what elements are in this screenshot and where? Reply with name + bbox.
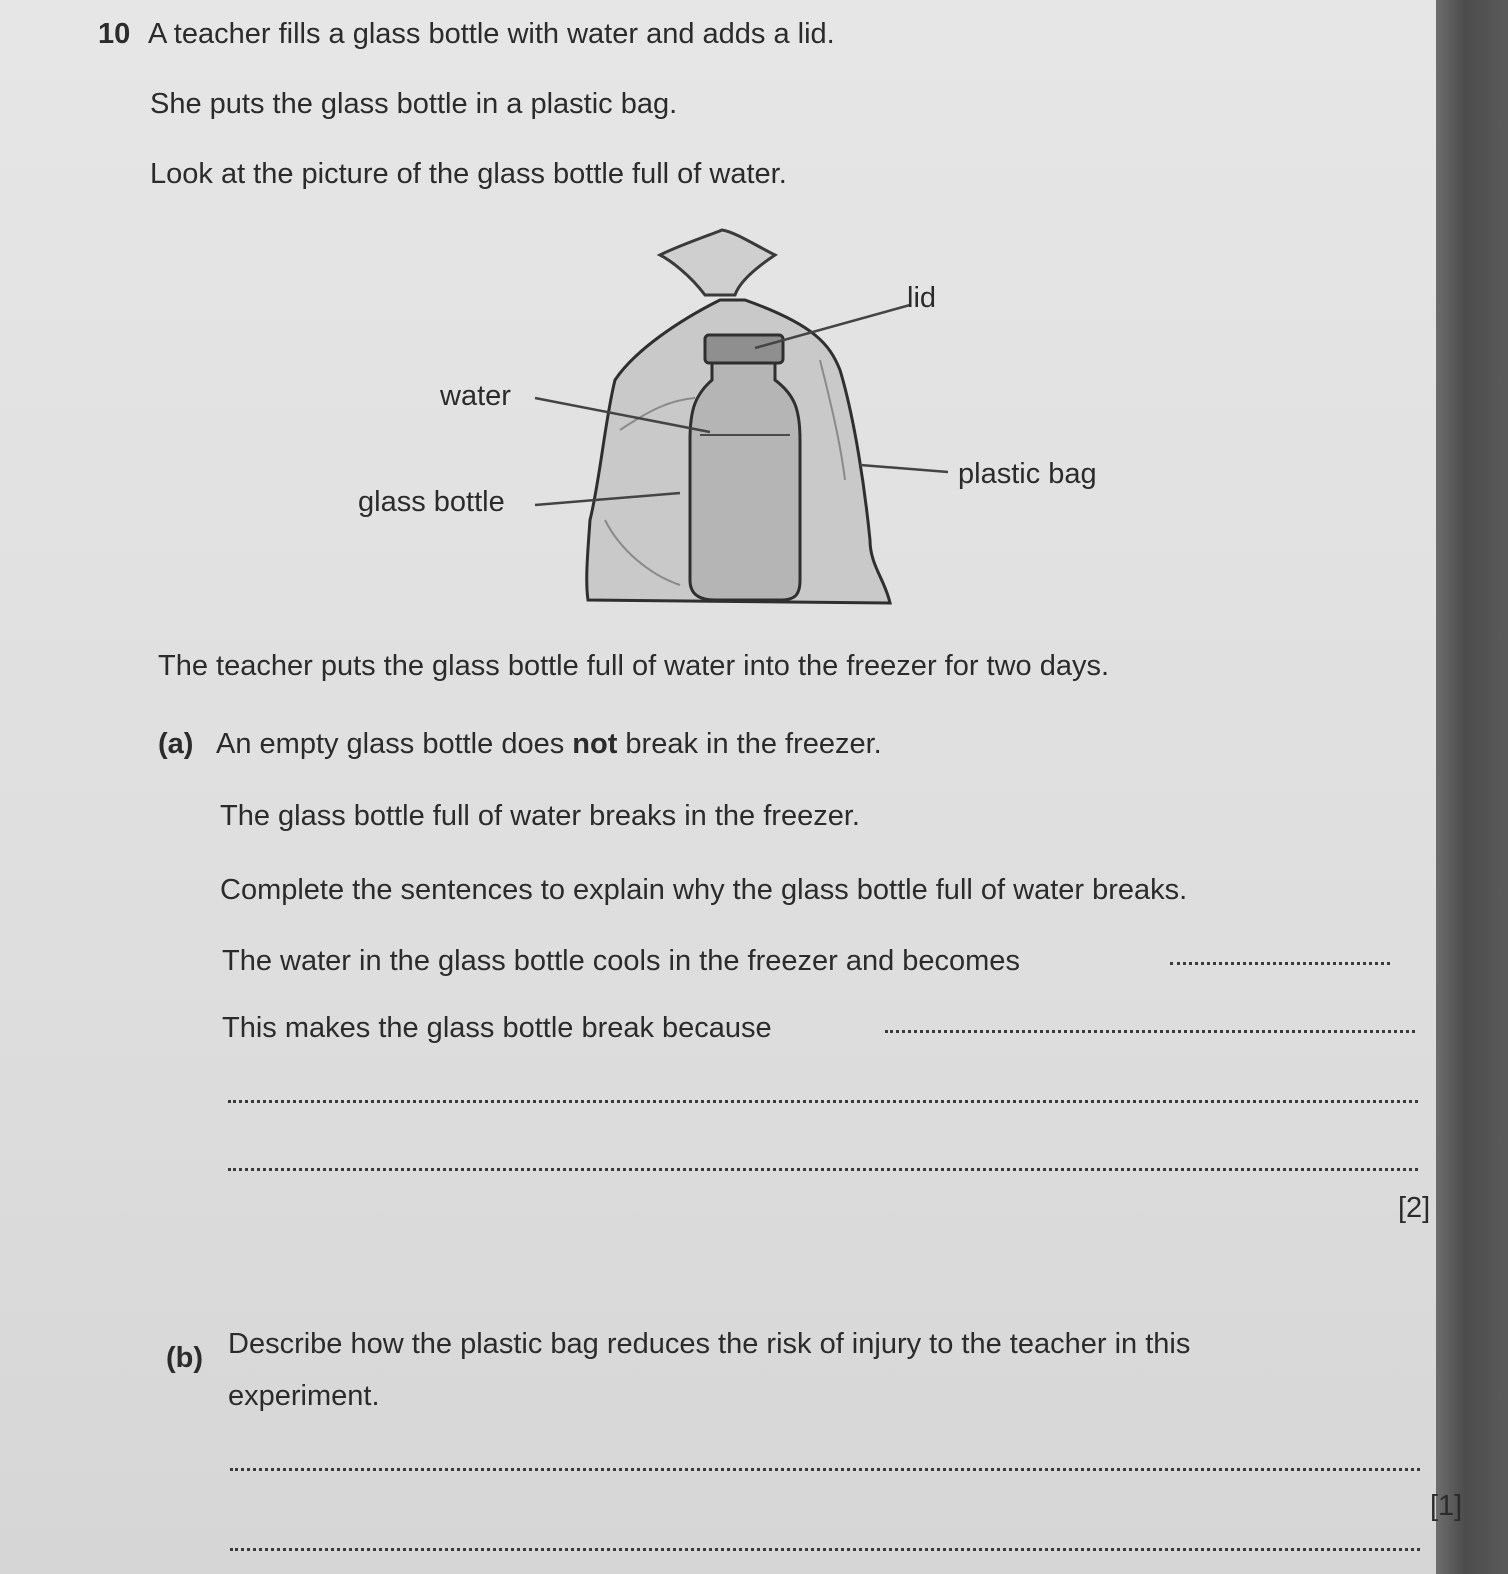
answer-line-b1[interactable]	[230, 1468, 1420, 1471]
bag-tie-shape	[660, 230, 775, 295]
question-number: 10	[98, 18, 131, 50]
part-a-line-2: The glass bottle full of water breaks in the freezer.	[220, 800, 860, 832]
intro-line-2: She puts the glass bottle in a plastic bag.	[150, 88, 678, 120]
glass-bottle-shape	[690, 360, 800, 600]
answer-line-b2[interactable]	[230, 1548, 1420, 1551]
part-a-line-1	[216, 728, 882, 761]
part-b-prompt-1: Describe how the plastic bag reduces the risk of injury to the teacher in this	[228, 1328, 1191, 1360]
figure-label-lid: lid	[907, 282, 937, 314]
intro-line-1: A teacher fills a glass bottle with water and adds a lid.	[148, 18, 835, 50]
plastic-bag-leader-line	[860, 465, 948, 472]
figure-label-plastic-bag: plastic bag	[958, 458, 1097, 490]
after-figure-text: The teacher puts the glass bottle full of water into the freezer for two days.	[158, 650, 1110, 682]
part-a-line-1-bold: not	[572, 728, 618, 760]
intro-line-3: Look at the picture of the glass bottle full of water.	[150, 158, 787, 190]
answer-line-a1[interactable]	[1170, 962, 1390, 965]
part-a-sentence-1: The water in the glass bottle cools in the freezer and becomes	[222, 945, 1020, 977]
bottle-lid-shape	[705, 335, 783, 363]
part-a-letter: (a)	[158, 728, 194, 760]
answer-line-a4[interactable]	[228, 1168, 1418, 1171]
part-b-letter: (b)	[166, 1342, 204, 1374]
part-b-marks: [1]	[1430, 1490, 1463, 1522]
answer-line-a2[interactable]	[885, 1030, 1415, 1033]
figure-label-glass-bottle: glass bottle	[358, 486, 505, 518]
part-a-marks: [2]	[1398, 1192, 1431, 1224]
part-a-line-1-pre: An empty glass bottle does	[216, 728, 565, 760]
part-a-sentence-2: This makes the glass bottle break because	[222, 1012, 772, 1044]
part-b-prompt-2: experiment.	[228, 1380, 380, 1412]
figure-label-water: water	[440, 380, 511, 412]
answer-line-a3[interactable]	[228, 1100, 1418, 1103]
bottle-in-bag-figure	[350, 220, 1140, 620]
page-edge-shadow	[1436, 0, 1508, 1574]
part-a-line-1-post: break in the freezer.	[625, 728, 882, 760]
part-a-instruction: Complete the sentences to explain why the glass bottle full of water breaks.	[220, 874, 1188, 906]
